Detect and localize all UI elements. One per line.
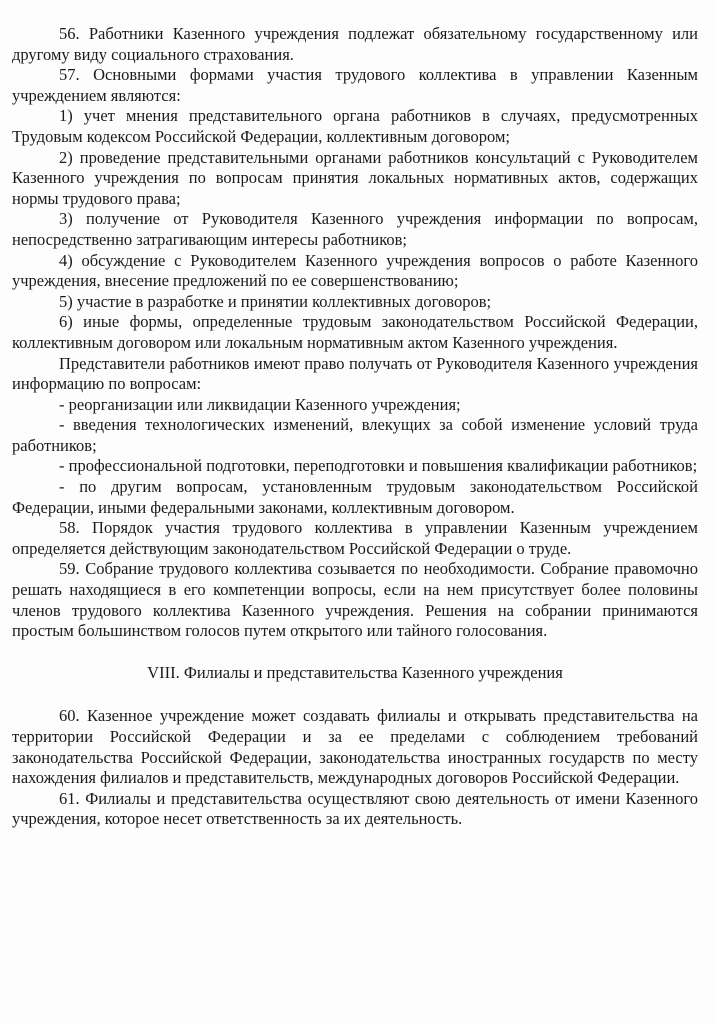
representatives-intro: Представители работников имеют право получать от Руководителя Казенного учреждения информацию по вопросам: [12, 353, 698, 394]
list-item-6: 6) иные формы, определенные трудовым законодательством Российской Федерации, коллективным договором или локальным нормативным актом Казенного учреждения. [12, 312, 698, 352]
paragraph-60: 60. Казенное учреждение может создавать филиалы и открывать представительства на территории Российской Федерации и за ее пределами с соблюдением требований законодательства Российской Федерации, законодательства иностранных государств по месту нахождения филиалов и представительств, международных договоров Российской Федерации. [12, 706, 698, 788]
dash-item-1: - реорганизации или ликвидации Казенного учреждения; [59, 394, 461, 414]
paragraph-61: 61. Филиалы и представительства осуществляют свою деятельность от имени Казенного учреждения, которое несет ответственность за их деятельность. [12, 788, 698, 829]
list-item-2: 2) проведение представительными органами работников консультаций с Руководителем Казенного учреждения по вопросам принятия локальных нормативных актов, содержащих нормы трудового права; [12, 147, 698, 208]
list-item-4: 4) обсуждение с Руководителем Казенного учреждения вопросов о работе Казенного учреждения, внесение предложений по ее совершенствованию; [12, 250, 698, 291]
dash-item-3: - профессиональной подготовки, переподготовки и повышения квалификации работников; [59, 456, 698, 476]
dash-item-4: - по другим вопросам, установленным трудовым законодательством Российской Федерации, иными федеральными законами, коллективным договором. [12, 477, 698, 517]
list-item-5: 5) участие в разработке и принятии коллективных договоров; [59, 291, 492, 311]
list-item-1: 1) учет мнения представительного органа работников в случаях, предусмотренных Трудовым кодексом Российской Федерации, коллективным договором; [12, 106, 698, 146]
paragraph-56: 56. Работники Казенного учреждения подлежат обязательному государственному или другому виду социального страхования. [12, 24, 698, 64]
paragraph-59: 59. Собрание трудового коллектива созывается по необходимости. Собрание правомочно решать находящиеся в его компетенции вопросы, если на нем присутствует более половины членов трудового коллектива Казенного учреждения. Решения на собрании принимаются простым большинством голосов путем открытого или тайного голосования. [12, 559, 698, 641]
paragraph-57: 57. Основными формами участия трудового коллектива в управлении Казенным учреждением являются: [12, 65, 698, 105]
paragraph-58: 58. Порядок участия трудового коллектива в управлении Казенным учреждением определяется действующим законодательством Российской Федерации о труде. [12, 518, 698, 558]
list-item-3: 3) получение от Руководителя Казенного учреждения информации по вопросам, непосредственно затрагивающим интересы работников; [12, 209, 698, 249]
dash-item-2: - введения технологических изменений, влекущих за собой изменение условий труда работников; [12, 415, 698, 455]
section-heading: VIII. Филиалы и представительства Казенного учреждения [147, 662, 563, 682]
